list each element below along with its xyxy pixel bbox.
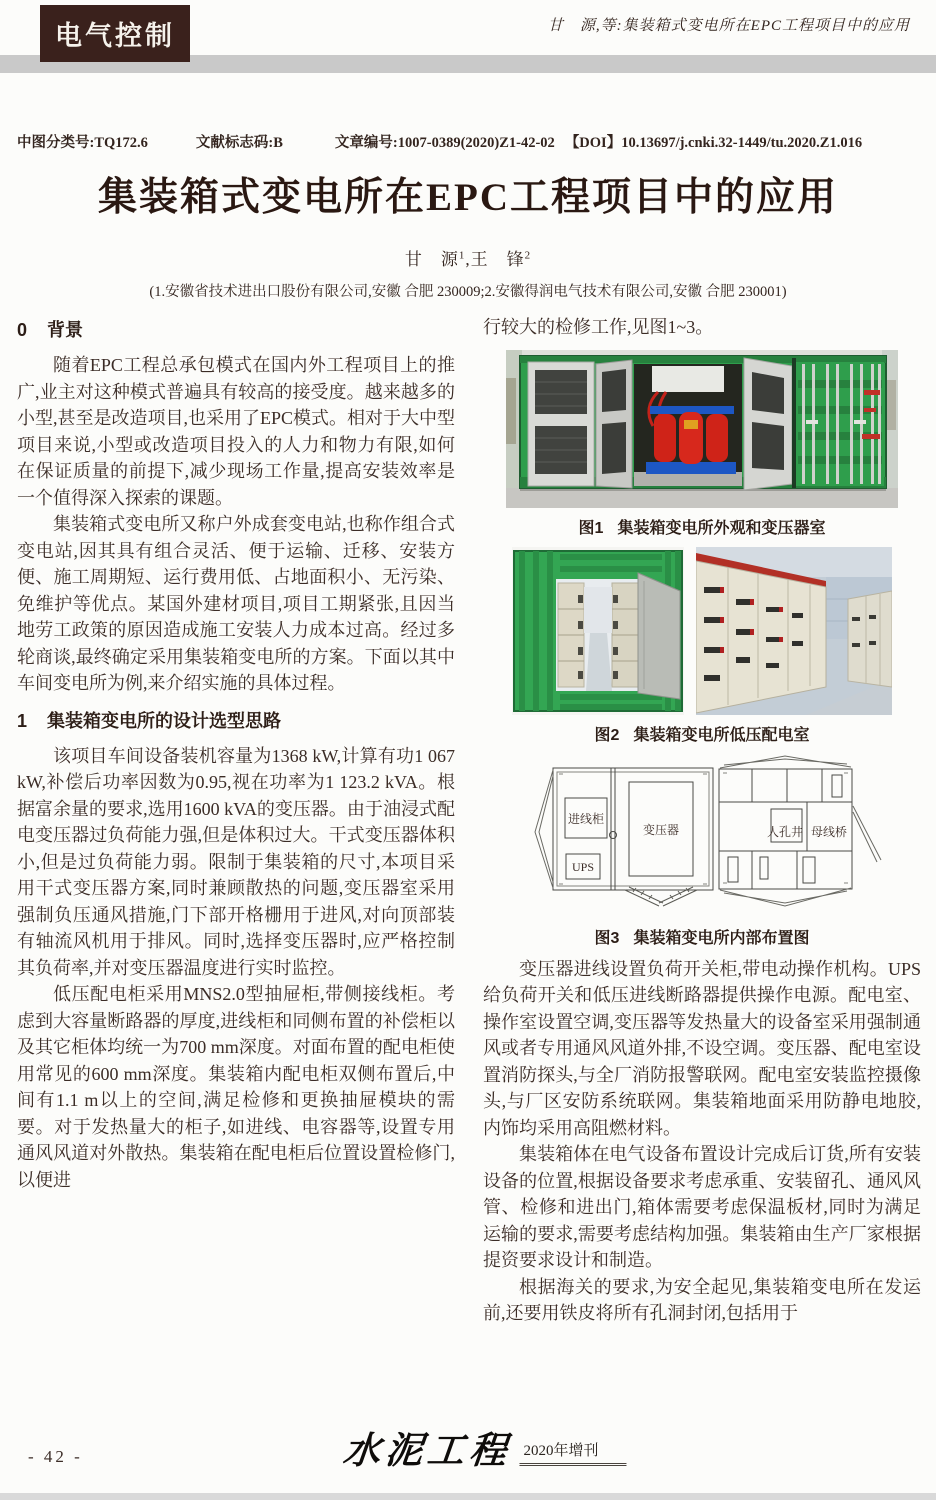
author-1: 甘 源: [404, 250, 459, 269]
journal-logo: 水泥工程: [341, 1428, 514, 1472]
paragraph-7: 根据海关的要求,为安全起见,集装箱变电所在发运前,还要用铁皮将所有孔洞封闭,包括用于: [483, 1276, 921, 1323]
far-cabinet-row: [848, 591, 892, 687]
journal-footer: [341, 1428, 626, 1472]
figure-3: [483, 754, 921, 948]
open-vent-door-left: [528, 362, 594, 486]
figure-2-label: 图2: [594, 726, 620, 744]
open-vent-door-inner: [596, 360, 632, 488]
figure1-photo-container-substation-exterior: [506, 350, 898, 508]
authors-line: [0, 245, 936, 270]
fig3-busbar-bridge-label: 母线桥: [810, 824, 848, 839]
author-separator: ,: [465, 250, 471, 269]
section-0-number: 0: [17, 320, 28, 340]
left-column: [17, 314, 455, 1436]
author-2: 王 锋: [470, 250, 525, 269]
closed-container-doors: [796, 362, 884, 486]
switchgear-cabinet-row: [696, 553, 826, 713]
running-header: 甘 源,等:集装箱式变电所在EPC工程项目中的应用: [547, 18, 910, 34]
paragraph-2: 集装箱式变电所又称户外成套变电站,也称作组合式变电站,因其具有组合灵活、便于运输、迁移、安装方便、施工周期短、运行费用低、占地面积小、无污染、免维护等优点。某国外建材项目,项目工期紧张,且因当地劳工政策的原因造成施工安装人力成本过高。经过多轮商谈,最终确定采用集装箱变电所的方案。下面以其中车间变电所为例,来介绍实施的具体过程。: [17, 514, 455, 693]
open-vent-door-right: [744, 358, 792, 490]
figure2-photo-container-end-door: [512, 547, 684, 715]
lead-continuation-line: 行较大的检修工作,见图1~3。: [483, 317, 714, 337]
figure-3-label: 图3: [594, 929, 620, 947]
column-category-box: [40, 5, 190, 62]
fig3-incoming-cabinet-label: 进线柜: [567, 811, 605, 826]
paragraph-6: 集装箱体在电气设备布置设计完成后订货,所有安装设备的位置,根据设备要求考虑承重、安装留孔、通风风管、检修和进出门,箱体需要考虑保温板材,同时为满足运输的要求,需要考虑结构加强。集装箱由生产厂家根据提资要求设计和制造。: [483, 1144, 921, 1270]
author-2-sup: 2: [524, 249, 532, 262]
section-heading-0: [17, 316, 455, 342]
meta-doc-code: 文献标志码:B: [195, 135, 283, 151]
section-heading-1: [17, 707, 455, 733]
figure-1-title: 集装箱变电所外观和变压器室: [617, 519, 826, 537]
figure2-photo-switchgear-room: [696, 547, 892, 715]
figure-1: [483, 350, 921, 538]
figure-1-label: 图1: [578, 519, 604, 537]
fig3-ups-label: UPS: [571, 859, 595, 874]
right-column: [483, 314, 921, 1436]
fig3-transformer-label: 变压器: [642, 822, 680, 837]
figure-2-caption: [483, 722, 921, 745]
author-1-sup: 1: [458, 249, 466, 262]
journal-issue: 2020年增刊: [519, 1439, 626, 1466]
transformer-room-interior: [634, 364, 742, 486]
figure-2: [483, 547, 921, 745]
lv-room-interior: [556, 579, 642, 691]
section-1-title: 集装箱变电所的设计选型思路: [47, 710, 282, 731]
figure-2-photos: [483, 547, 921, 715]
meta-article-no: 文章编号:1007-0389(2020)Z1-42-02: [334, 135, 555, 151]
paragraph-3: 该项目车间设备装机容量为1368 kW,计算有功1 067 kW,补偿后功率因数为0.95,视在功率为1 123.2 kVA。根据富余量的要求,选用1600 kVA的变压器。由于油浸式配电变压器过负荷能力强,但是体积过大。干式变压器体积小,但是过负荷能力弱。限制于集装箱的尺寸,本项目采用干式变压器方案,同时兼顾散热的问题,变压器室采用强制负压通风措施,门下部开格栅用于进风,对向顶部装有轴流风机用于排风。同时,选择变压器时,应严格控制其负荷率,并对变压器温度进行实时监控。: [17, 745, 455, 978]
column-category-label: 电气控制: [55, 21, 175, 51]
meta-clc: 中图分类号:TQ172.6: [17, 135, 148, 151]
footer-divider-band: [0, 1493, 936, 1500]
figure-2-title: 集装箱变电所低压配电室: [633, 726, 810, 744]
article-meta-row: [17, 131, 921, 152]
paragraph-5: 变压器进线设置负荷开关柜,带电动操作机构。UPS给负荷开关和低压进线断路器提供操作电源。配电室、操作室设置空调,变压器等发热量大的设备室采用强制通风或者专用通风风道外排,不设空调。变压器、配电室设置消防探头,与全厂消防报警联网。配电室安装监控摄像头,与厂区安防系统联网。集装箱地面采用防静电地胶,内饰均采用高阻燃材料。: [483, 958, 921, 1138]
figure3-layout-drawing: [507, 754, 897, 918]
article-body: [17, 314, 921, 1436]
fig3-manhole-label: 人孔井: [766, 824, 804, 839]
paragraph-1: 随着EPC工程总承包模式在国内外工程项目上的推广,业主对这种模式普遍具有较高的接受度。越来越多的小型,甚至是改造项目,也采用了EPC模式。相对于大中型项目来说,小型或改造项目投入的人力和物力有限,如何在保证质量的前提下,减少现场工作量,提高安装效率是一个值得深入探索的课题。: [17, 355, 455, 508]
figure-3-title: 集装箱变电所内部布置图: [633, 929, 810, 947]
paper-title: 集装箱式变电所在EPC工程项目中的应用: [97, 176, 838, 219]
figure-3-caption: [483, 925, 921, 948]
transformer-coils: [654, 412, 728, 464]
affiliation-line: (1.安徽省技术进出口股份有限公司,安徽 合肥 230009;2.安徽得润电气技术有限公司,安徽 合肥 230001): [149, 284, 787, 300]
meta-doi: 【DOI】10.13697/j.cnki.32-1449/tu.2020.Z1.016: [564, 135, 863, 151]
section-0-title: 背景: [47, 320, 84, 340]
section-1-number: 1: [17, 710, 28, 731]
figure-1-caption: [483, 515, 921, 538]
paragraph-4: 低压配电柜采用MNS2.0型抽屉柜,带侧接线柜。考虑到大容量断路器的厚度,进线柜和同侧布置的补偿柜以及其它柜体均统一为700 mm深度。对面布置的配电柜使用常见的600 mm深度。集装箱内配电柜双侧布置后,中间有1.1 m以上的空间,满足检修和更换抽屉模块的需要。对于发热量大的柜子,如进线、电容器等,设置专用通风风道对外散热。集装箱在配电柜后位置设置检修门,以便进: [17, 984, 455, 1190]
page-number: - 42 -: [28, 1447, 83, 1466]
